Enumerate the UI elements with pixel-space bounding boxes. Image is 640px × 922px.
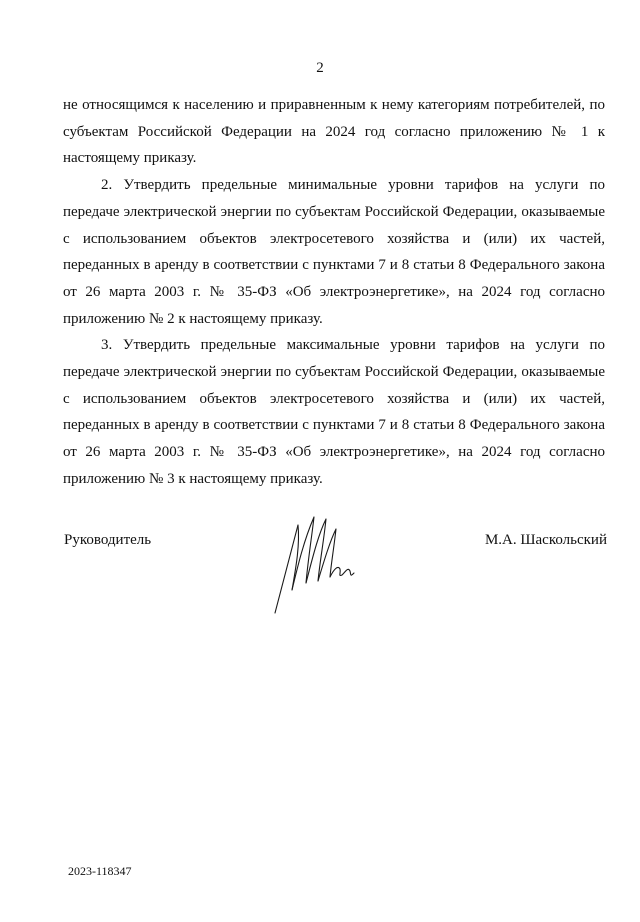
handwritten-signature [268,505,358,615]
document-body [63,92,605,493]
document-number: 2023-118347 [68,864,132,878]
paragraph-continuation: не относящимся к населению и приравненным к нему категориям потребителей, по субъектам Российской Федерации на 2024 год согласно приложению № 1 к настоящему приказу. [63,97,605,167]
page-number: 2 [316,60,324,76]
signatory-title: Руководитель [64,532,152,548]
paragraph-item-3: 3. Утвердить предельные максимальные уровни тарифов на услуги по передаче электрической энергии по субъектам Российской Федерации, оказываемые с использованием объектов электросетевого хозяйства и (или) их частей, переданных в аренду в соответствии с пунктами 7 и 8 статьи 8 Федерального закона от 26 марта 2003 г. № 35-ФЗ «Об электроэнергетике», на 2024 год согласно приложению № 3 к настоящему приказу. [63,337,605,487]
paragraph-item-2: 2. Утвердить предельные минимальные уровни тарифов на услуги по передаче электрической энергии по субъектам Российской Федерации, оказываемые с использованием объектов электросетевого хозяйства и (или) их частей, переданных в аренду в соответствии с пунктами 7 и 8 статьи 8 Федерального закона от 26 марта 2003 г. № 35-ФЗ «Об электроэнергетике», на 2024 год согласно приложению № 2 к настоящему приказу. [63,177,605,327]
signatory-name: М.А. Шаскольский [484,532,607,548]
